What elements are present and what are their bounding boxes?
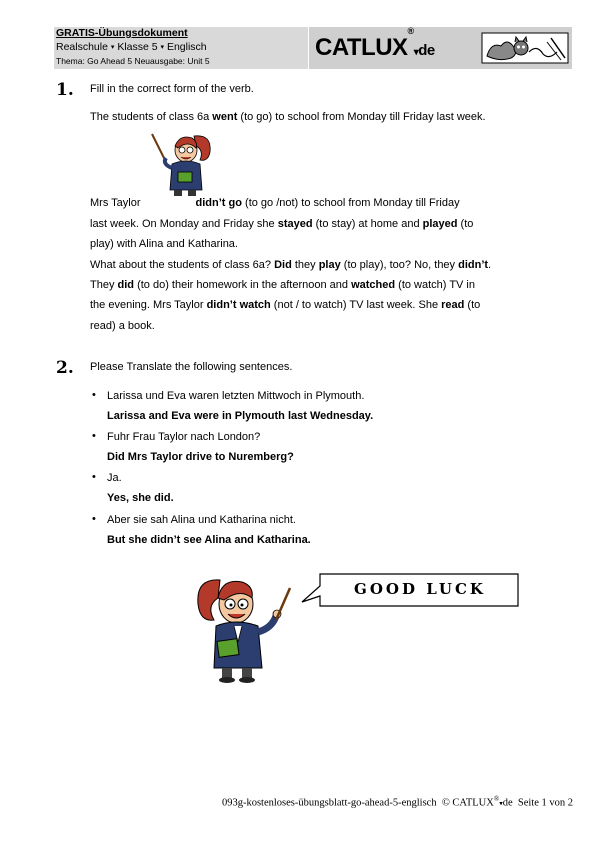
footer-page-number: Seite 1 von 2 [517, 797, 573, 809]
logo-area [309, 27, 572, 69]
document-title: GRATIS-Übungsdokument [56, 27, 188, 39]
document-topic: Thema: Go Ahead 5 Neuausgabe: Unit 5 [56, 56, 210, 66]
bullet-icon: • [92, 430, 96, 442]
catlux-logo: CATLUX®▾de [315, 26, 435, 61]
english-translation: But she didn’t see Alina and Katharina. [107, 534, 311, 546]
page-footer: 093g-kostenloses-übungsblatt-go-ahead-5-englisch © CATLUX®▾de Seite 1 von 2 [221, 795, 573, 809]
document-header [54, 27, 572, 69]
cat-logo-icon [481, 32, 569, 64]
grade-level: Klasse 5 [117, 41, 158, 53]
document-meta [56, 41, 207, 53]
bullet-icon: • [92, 471, 96, 483]
german-sentence: Fuhr Frau Taylor nach London? [107, 431, 261, 443]
exercise-1-sentence-7: the evening. Mrs Taylor didn’t watch (not / to watch) TV last week. She read (to [90, 299, 481, 311]
arrow-down-icon: ▾ [413, 47, 419, 58]
footer-filename: 093g-kostenloses-übungsblatt-go-ahead-5-englisch [221, 797, 437, 809]
exercise-1-sentence-8: read) a book. [90, 320, 155, 332]
exercise-1-sentence-2: Mrs Taylor didn’t go (to go /not) to school from Monday till Friday [90, 197, 460, 209]
german-sentence: Aber sie sah Alina und Katharina nicht. [107, 514, 296, 526]
arrow-down-icon: ▾ [160, 44, 165, 51]
exercise-1-sentence-6: They did (to do) their homework in the afternoon and watched (to watch) TV in [90, 279, 475, 291]
exercise-1-sentence-3: last week. On Monday and Friday she stayed (to stay) at home and played (to [90, 218, 474, 230]
teacher-illustration [148, 128, 218, 200]
bullet-icon: • [92, 513, 96, 525]
german-sentence: Ja. [107, 472, 122, 484]
good-luck-text: GOOD LUCK [354, 580, 486, 598]
german-sentence: Larissa und Eva waren letzten Mittwoch in Plymouth. [107, 390, 365, 402]
arrow-down-icon: ▾ [110, 44, 115, 51]
exercise-1-sentence-4: play) with Alina and Katharina. [90, 238, 238, 250]
school-type: Realschule [56, 41, 108, 53]
exercise-1-number: 1. [56, 80, 74, 100]
arrow-down-icon: ▾ [499, 799, 503, 808]
exercise-1-instruction: Fill in the correct form of the verb. [90, 83, 254, 95]
teacher-illustration [190, 570, 310, 686]
bullet-icon: • [92, 389, 96, 401]
exercise-2-number: 2. [56, 358, 74, 378]
exercise-1-sentence-1: The students of class 6a went (to go) to school from Monday till Friday last week. [90, 111, 486, 123]
english-translation: Yes, she did. [107, 492, 174, 504]
exercise-1-sentence-5: What about the students of class 6a? Did they play (to play), too? No, they didn’t. [90, 259, 492, 271]
english-translation: Larissa and Eva were in Plymouth last Wednesday. [107, 410, 374, 422]
exercise-2-instruction: Please Translate the following sentences. [90, 361, 293, 373]
english-translation: Did Mrs Taylor drive to Nuremberg? [107, 451, 294, 463]
subject: Englisch [166, 41, 207, 53]
footer-copyright: © CATLUX [441, 797, 494, 809]
